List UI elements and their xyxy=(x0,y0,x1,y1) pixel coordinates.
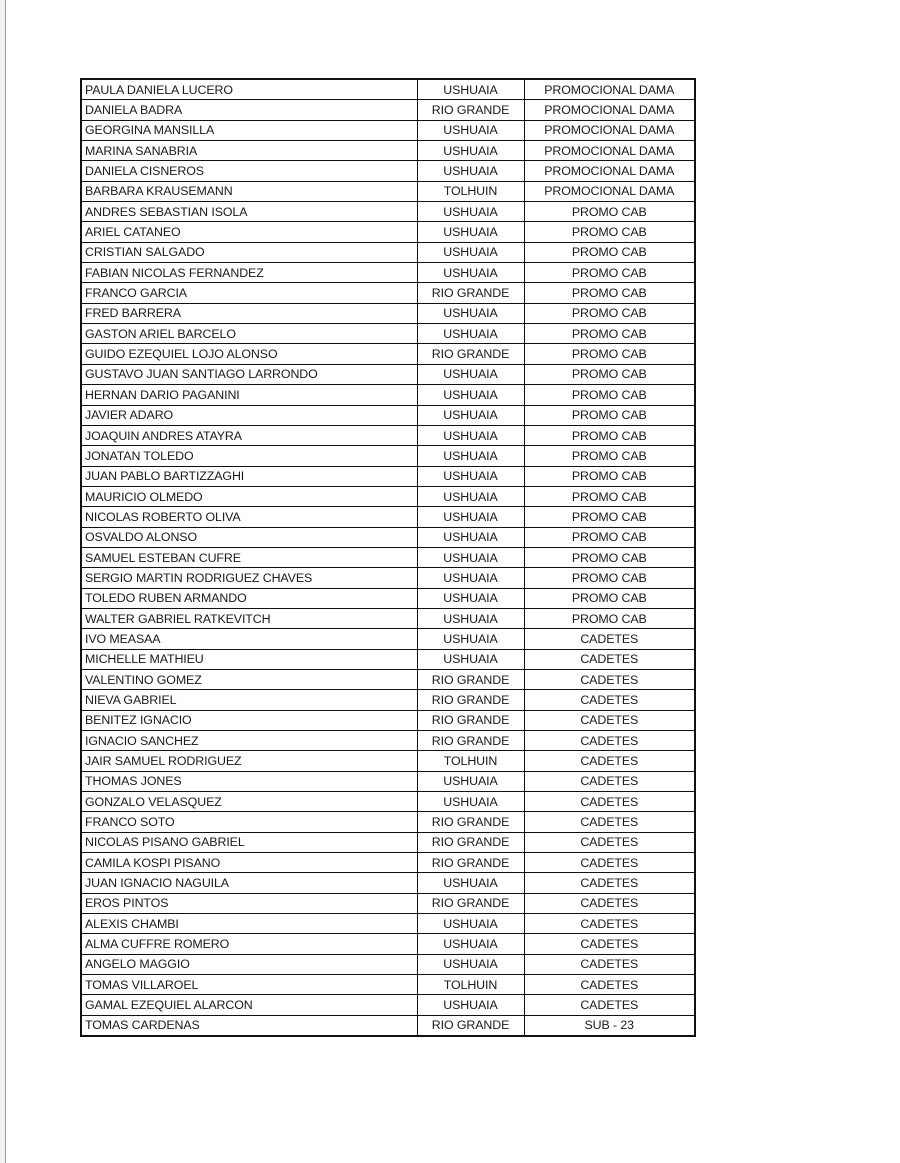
table-row xyxy=(81,263,695,283)
category-cell: PROMO CAB xyxy=(524,324,695,344)
city-cell: RIO GRANDE xyxy=(417,710,524,730)
city-cell: TOLHUIN xyxy=(417,751,524,771)
category-cell: CADETES xyxy=(524,934,695,954)
category-cell: PROMOCIONAL DAMA xyxy=(524,100,695,120)
table-row xyxy=(81,507,695,527)
participant-name-cell: JUAN IGNACIO NAGUILA xyxy=(81,873,417,893)
category-cell: CADETES xyxy=(524,812,695,832)
table-row xyxy=(81,771,695,791)
city-cell: USHUAIA xyxy=(417,385,524,405)
city-cell: RIO GRANDE xyxy=(417,853,524,873)
participant-name-cell: TOLEDO RUBEN ARMANDO xyxy=(81,588,417,608)
city-cell: RIO GRANDE xyxy=(417,690,524,710)
table-row xyxy=(81,547,695,567)
participant-name-cell: GONZALO VELASQUEZ xyxy=(81,792,417,812)
participant-name-cell: TOMAS VILLAROEL xyxy=(81,975,417,995)
table-row xyxy=(81,161,695,181)
category-cell: SUB - 23 xyxy=(524,1015,695,1036)
city-cell: TOLHUIN xyxy=(417,181,524,201)
city-cell: USHUAIA xyxy=(417,263,524,283)
participant-name-cell: SAMUEL ESTEBAN CUFRE xyxy=(81,547,417,567)
participant-name-cell: NICOLAS PISANO GABRIEL xyxy=(81,832,417,852)
participant-name-cell: JAIR SAMUEL RODRIGUEZ xyxy=(81,751,417,771)
city-cell: USHUAIA xyxy=(417,405,524,425)
city-cell: USHUAIA xyxy=(417,202,524,222)
table-row xyxy=(81,629,695,649)
category-cell: CADETES xyxy=(524,954,695,974)
table-row xyxy=(81,710,695,730)
participant-name-cell: GUSTAVO JUAN SANTIAGO LARRONDO xyxy=(81,364,417,384)
table-row xyxy=(81,527,695,547)
city-cell: USHUAIA xyxy=(417,242,524,262)
participant-name-cell: DANIELA CISNEROS xyxy=(81,161,417,181)
table-row xyxy=(81,914,695,934)
category-cell: CADETES xyxy=(524,853,695,873)
category-cell: CADETES xyxy=(524,832,695,852)
table-row xyxy=(81,669,695,689)
category-cell: CADETES xyxy=(524,771,695,791)
participant-name-cell: JAVIER ADARO xyxy=(81,405,417,425)
participant-name-cell: NIEVA GABRIEL xyxy=(81,690,417,710)
participant-name-cell: ARIEL CATANEO xyxy=(81,222,417,242)
category-cell: PROMO CAB xyxy=(524,486,695,506)
participant-name-cell: PAULA DANIELA LUCERO xyxy=(81,79,417,100)
table-row xyxy=(81,405,695,425)
table-row xyxy=(81,202,695,222)
city-cell: USHUAIA xyxy=(417,934,524,954)
category-cell: CADETES xyxy=(524,731,695,751)
category-cell: PROMO CAB xyxy=(524,568,695,588)
participant-name-cell: IVO MEASAA xyxy=(81,629,417,649)
city-cell: RIO GRANDE xyxy=(417,731,524,751)
table-row xyxy=(81,242,695,262)
category-cell: PROMO CAB xyxy=(524,547,695,567)
category-cell: PROMO CAB xyxy=(524,527,695,547)
category-cell: CADETES xyxy=(524,893,695,913)
category-cell: PROMO CAB xyxy=(524,263,695,283)
participant-name-cell: HERNAN DARIO PAGANINI xyxy=(81,385,417,405)
participant-name-cell: BARBARA KRAUSEMANN xyxy=(81,181,417,201)
table-row xyxy=(81,649,695,669)
participant-name-cell: GAMAL EZEQUIEL ALARCON xyxy=(81,995,417,1015)
city-cell: RIO GRANDE xyxy=(417,344,524,364)
participant-name-cell: JONATAN TOLEDO xyxy=(81,446,417,466)
table-row xyxy=(81,812,695,832)
city-cell: TOLHUIN xyxy=(417,975,524,995)
category-cell: PROMOCIONAL DAMA xyxy=(524,120,695,140)
city-cell: USHUAIA xyxy=(417,120,524,140)
category-cell: PROMO CAB xyxy=(524,222,695,242)
participant-name-cell: MAURICIO OLMEDO xyxy=(81,486,417,506)
category-cell: PROMOCIONAL DAMA xyxy=(524,79,695,100)
participant-name-cell: FRANCO GARCIA xyxy=(81,283,417,303)
category-cell: PROMOCIONAL DAMA xyxy=(524,161,695,181)
category-cell: CADETES xyxy=(524,751,695,771)
participant-name-cell: EROS PINTOS xyxy=(81,893,417,913)
participant-name-cell: GASTON ARIEL BARCELO xyxy=(81,324,417,344)
table-row xyxy=(81,568,695,588)
table-row xyxy=(81,588,695,608)
city-cell: USHUAIA xyxy=(417,608,524,628)
category-cell: CADETES xyxy=(524,792,695,812)
city-cell: USHUAIA xyxy=(417,588,524,608)
category-cell: PROMO CAB xyxy=(524,446,695,466)
participant-name-cell: ALMA CUFFRE ROMERO xyxy=(81,934,417,954)
table-row xyxy=(81,120,695,140)
table-row xyxy=(81,79,695,100)
participant-name-cell: FRED BARRERA xyxy=(81,303,417,323)
table-row xyxy=(81,486,695,506)
table-row xyxy=(81,751,695,771)
city-cell: USHUAIA xyxy=(417,914,524,934)
table-row xyxy=(81,425,695,445)
participant-name-cell: JUAN PABLO BARTIZZAGHI xyxy=(81,466,417,486)
table-row xyxy=(81,222,695,242)
participant-name-cell: ALEXIS CHAMBI xyxy=(81,914,417,934)
table-row xyxy=(81,141,695,161)
table-row xyxy=(81,608,695,628)
city-cell: USHUAIA xyxy=(417,79,524,100)
participant-name-cell: CAMILA KOSPI PISANO xyxy=(81,853,417,873)
city-cell: USHUAIA xyxy=(417,466,524,486)
participant-name-cell: GEORGINA MANSILLA xyxy=(81,120,417,140)
city-cell: USHUAIA xyxy=(417,364,524,384)
city-cell: RIO GRANDE xyxy=(417,669,524,689)
table-row xyxy=(81,324,695,344)
category-cell: PROMO CAB xyxy=(524,608,695,628)
category-cell: PROMO CAB xyxy=(524,425,695,445)
category-cell: CADETES xyxy=(524,669,695,689)
participant-name-cell: ANDRES SEBASTIAN ISOLA xyxy=(81,202,417,222)
participant-name-cell: FRANCO SOTO xyxy=(81,812,417,832)
category-cell: CADETES xyxy=(524,710,695,730)
participant-name-cell: FABIAN NICOLAS FERNANDEZ xyxy=(81,263,417,283)
category-cell: PROMO CAB xyxy=(524,466,695,486)
category-cell: PROMO CAB xyxy=(524,364,695,384)
category-cell: CADETES xyxy=(524,649,695,669)
category-cell: CADETES xyxy=(524,975,695,995)
city-cell: RIO GRANDE xyxy=(417,1015,524,1036)
city-cell: USHUAIA xyxy=(417,547,524,567)
category-cell: PROMO CAB xyxy=(524,507,695,527)
city-cell: USHUAIA xyxy=(417,507,524,527)
city-cell: RIO GRANDE xyxy=(417,832,524,852)
participants-table-body xyxy=(81,79,695,1036)
city-cell: USHUAIA xyxy=(417,649,524,669)
participant-name-cell: NICOLAS ROBERTO OLIVA xyxy=(81,507,417,527)
table-row xyxy=(81,731,695,751)
category-cell: CADETES xyxy=(524,629,695,649)
city-cell: USHUAIA xyxy=(417,486,524,506)
table-row xyxy=(81,792,695,812)
city-cell: USHUAIA xyxy=(417,425,524,445)
table-row xyxy=(81,1015,695,1036)
table-row xyxy=(81,975,695,995)
table-row xyxy=(81,690,695,710)
city-cell: USHUAIA xyxy=(417,873,524,893)
table-row xyxy=(81,853,695,873)
participant-name-cell: DANIELA BADRA xyxy=(81,100,417,120)
category-cell: CADETES xyxy=(524,873,695,893)
participant-name-cell: MICHELLE MATHIEU xyxy=(81,649,417,669)
category-cell: PROMO CAB xyxy=(524,405,695,425)
table-row xyxy=(81,385,695,405)
table-row xyxy=(81,893,695,913)
table-row xyxy=(81,873,695,893)
category-cell: PROMOCIONAL DAMA xyxy=(524,141,695,161)
city-cell: USHUAIA xyxy=(417,629,524,649)
city-cell: USHUAIA xyxy=(417,792,524,812)
city-cell: USHUAIA xyxy=(417,324,524,344)
city-cell: USHUAIA xyxy=(417,995,524,1015)
city-cell: USHUAIA xyxy=(417,303,524,323)
city-cell: RIO GRANDE xyxy=(417,893,524,913)
category-cell: PROMO CAB xyxy=(524,344,695,364)
category-cell: CADETES xyxy=(524,690,695,710)
participant-name-cell: CRISTIAN SALGADO xyxy=(81,242,417,262)
participant-name-cell: WALTER GABRIEL RATKEVITCH xyxy=(81,608,417,628)
participant-name-cell: JOAQUIN ANDRES ATAYRA xyxy=(81,425,417,445)
city-cell: USHUAIA xyxy=(417,771,524,791)
table-row xyxy=(81,995,695,1015)
category-cell: PROMO CAB xyxy=(524,242,695,262)
participant-name-cell: MARINA SANABRIA xyxy=(81,141,417,161)
table-row xyxy=(81,283,695,303)
participant-name-cell: ANGELO MAGGIO xyxy=(81,954,417,974)
city-cell: USHUAIA xyxy=(417,161,524,181)
city-cell: USHUAIA xyxy=(417,954,524,974)
participant-name-cell: BENITEZ IGNACIO xyxy=(81,710,417,730)
city-cell: USHUAIA xyxy=(417,527,524,547)
table-row xyxy=(81,181,695,201)
document-page xyxy=(5,0,900,1163)
participant-name-cell: VALENTINO GOMEZ xyxy=(81,669,417,689)
participant-name-cell: THOMAS JONES xyxy=(81,771,417,791)
table-row xyxy=(81,446,695,466)
participant-name-cell: TOMAS CARDENAS xyxy=(81,1015,417,1036)
category-cell: CADETES xyxy=(524,995,695,1015)
participant-name-cell: OSVALDO ALONSO xyxy=(81,527,417,547)
city-cell: USHUAIA xyxy=(417,568,524,588)
table-row xyxy=(81,954,695,974)
category-cell: PROMO CAB xyxy=(524,202,695,222)
category-cell: PROMOCIONAL DAMA xyxy=(524,181,695,201)
table-row xyxy=(81,832,695,852)
city-cell: USHUAIA xyxy=(417,446,524,466)
category-cell: PROMO CAB xyxy=(524,588,695,608)
table-row xyxy=(81,364,695,384)
city-cell: RIO GRANDE xyxy=(417,100,524,120)
table-row xyxy=(81,934,695,954)
table-row xyxy=(81,100,695,120)
participant-name-cell: IGNACIO SANCHEZ xyxy=(81,731,417,751)
city-cell: RIO GRANDE xyxy=(417,283,524,303)
city-cell: RIO GRANDE xyxy=(417,812,524,832)
table-row xyxy=(81,466,695,486)
participant-name-cell: GUIDO EZEQUIEL LOJO ALONSO xyxy=(81,344,417,364)
participants-table xyxy=(80,78,696,1037)
table-row xyxy=(81,303,695,323)
category-cell: CADETES xyxy=(524,914,695,934)
city-cell: USHUAIA xyxy=(417,222,524,242)
table-row xyxy=(81,344,695,364)
category-cell: PROMO CAB xyxy=(524,385,695,405)
participant-name-cell: SERGIO MARTIN RODRIGUEZ CHAVES xyxy=(81,568,417,588)
category-cell: PROMO CAB xyxy=(524,283,695,303)
city-cell: USHUAIA xyxy=(417,141,524,161)
category-cell: PROMO CAB xyxy=(524,303,695,323)
